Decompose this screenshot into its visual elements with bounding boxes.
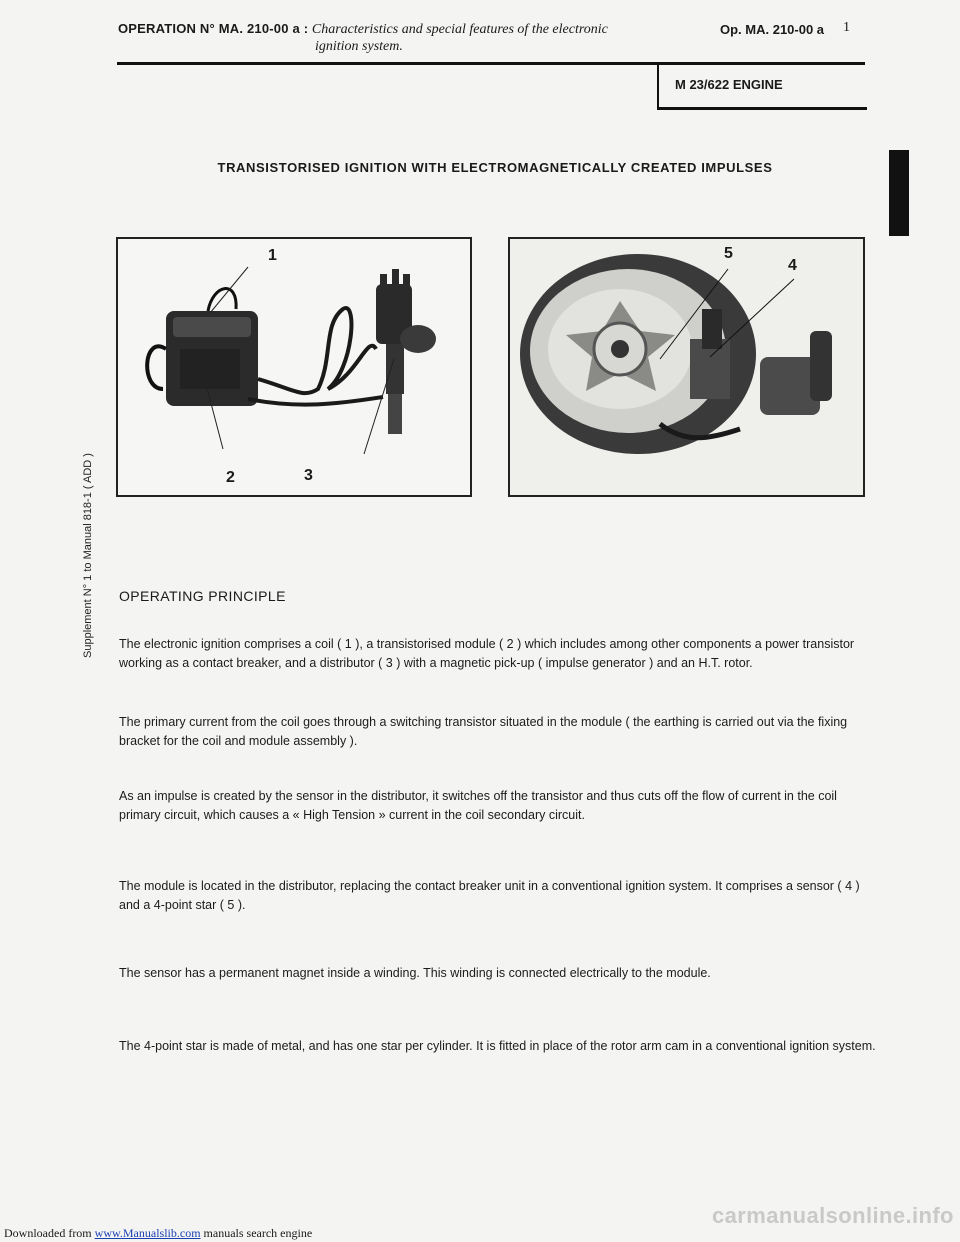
paragraph-sensor: The sensor has a permanent magnet inside a winding. This winding is connected electrically to the module.	[119, 966, 711, 980]
callout-5: 5	[724, 245, 733, 262]
engine-box	[657, 65, 867, 110]
operation-reference: Op. MA. 210-00 a	[720, 22, 825, 37]
footer-suffix: manuals search engine	[203, 1226, 313, 1240]
callout-4: 4	[788, 257, 797, 274]
callout-1: 1	[268, 247, 277, 264]
figure-coil-photo	[118, 239, 470, 495]
download-footer	[4, 1226, 312, 1241]
operation-title: Characteristics and special features of the electronic	[311, 22, 608, 37]
callout-3: 3	[304, 467, 313, 484]
supplement-side-label: Supplement N° 1 to Manual 818-1 ( ADD )	[82, 453, 94, 658]
footer-prefix: Downloaded from	[4, 1226, 92, 1240]
operation-number: OPERATION N° MA. 210-00 a :	[118, 21, 309, 36]
paragraph-impulse: As an impulse is created by the sensor in the distributor, it switches off the transistor and thus cuts off the flow of current in the coil primary circuit, which causes a « High Tension » current in the coil secondary circuit.	[119, 789, 837, 822]
site-watermark: carmanualsonline.info	[712, 1203, 954, 1228]
page-title: TRANSISTORISED IGNITION WITH ELECTROMAGNETICALLY CREATED IMPULSES	[217, 160, 773, 175]
page-number: 1	[843, 20, 850, 35]
paragraph-module-location: The module is located in the distributor, replacing the contact breaker unit in a conventional ignition system. It comprises a sensor ( 4 ) and a 4-point star ( 5 ).	[119, 879, 860, 912]
section-tab-marker	[889, 150, 909, 236]
figure-coil-module-distributor	[116, 237, 472, 497]
engine-label: M 23/622 ENGINE	[675, 77, 783, 92]
paragraph-components: The electronic ignition comprises a coil ( 1 ), a transistorised module ( 2 ) which includes among other components a power transistor working as a contact breaker, and a distributor ( 3 ) with a magnetic pick-up ( impulse generator ) and an H.T. rotor.	[119, 637, 855, 670]
paragraph-star: The 4-point star is made of metal, and has one star per cylinder. It is fitted in place of the rotor arm cam in a conventional ignition system.	[119, 1039, 876, 1053]
figure-distributor-photo	[510, 239, 863, 495]
operation-header	[118, 20, 718, 39]
paragraph-primary-current: The primary current from the coil goes through a switching transistor situated in the module ( the earthing is carried out via the fixing bracket for the coil and module assembly ).	[119, 715, 848, 748]
operation-title-line2: ignition system.	[315, 39, 403, 54]
section-heading: OPERATING PRINCIPLE	[119, 588, 286, 604]
footer-link[interactable]: www.Manualslib.com	[94, 1226, 201, 1240]
figure-distributor-sensor	[508, 237, 865, 497]
callout-2: 2	[226, 469, 235, 486]
